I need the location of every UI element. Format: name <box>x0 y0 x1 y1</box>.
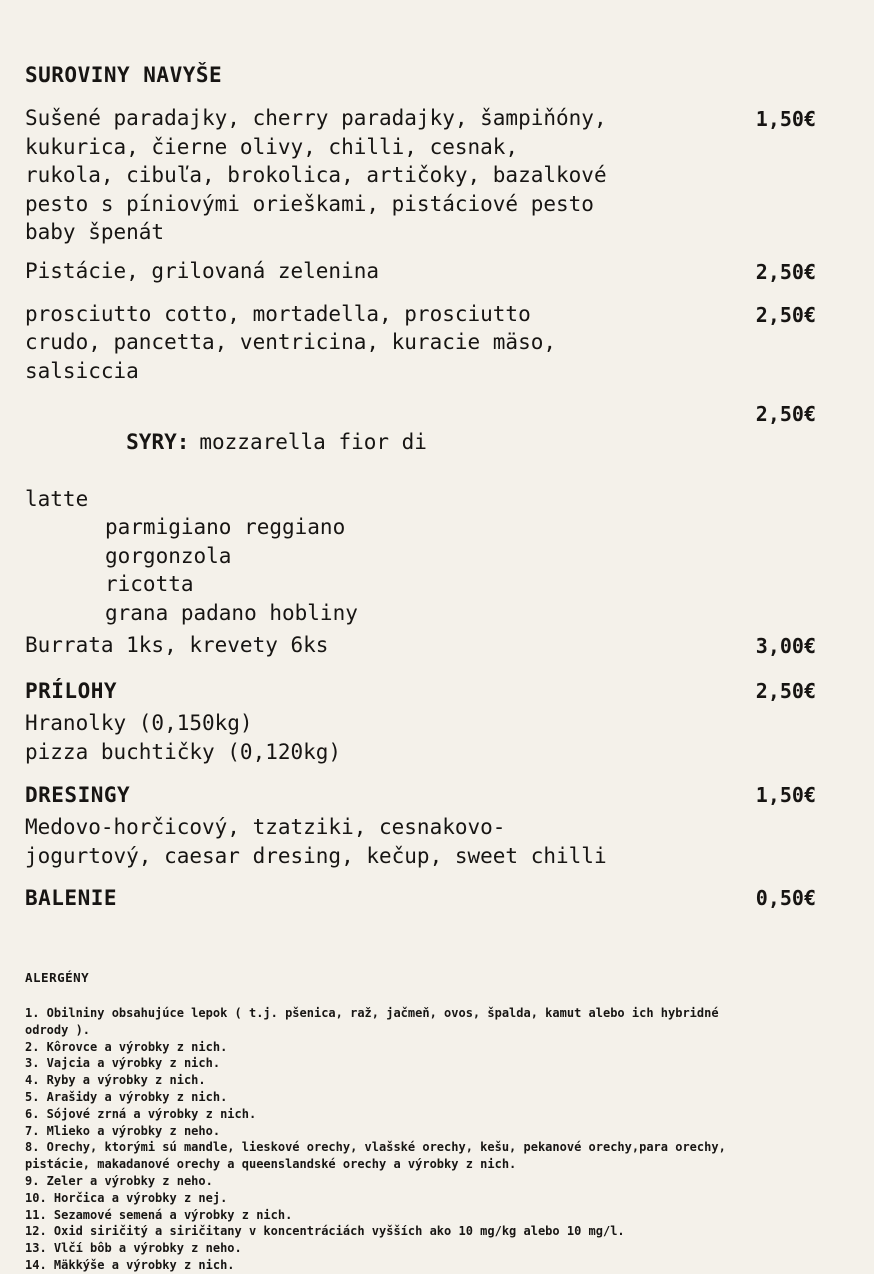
allergen-item: 11. Sezamové semená a výrobky z nich. <box>25 1207 293 1222</box>
item-line: parmigiano reggiano <box>105 515 346 539</box>
item-text <box>25 813 675 870</box>
menu-item-cheeses <box>25 399 816 627</box>
allergen-item: 3. Vajcia a výrobky z nich. <box>25 1056 221 1071</box>
item-line: salsiccia <box>25 358 139 383</box>
allergen-item: 6. Sójové zrná a výrobky z nich. <box>25 1106 257 1121</box>
section-balenie <box>25 883 816 913</box>
item-line: rukola, cibuľa, brokolica, artičoky, bazalkové <box>25 163 607 187</box>
menu-item-extra-ingredients <box>25 104 816 247</box>
item-price: 1,50€ <box>755 107 816 131</box>
allergen-item: 14. Mäkkýše a výrobky z nich. <box>25 1257 235 1272</box>
item-text <box>25 104 607 247</box>
item-line: jogurtový, caesar dresing, kečup, sweet chilli <box>25 843 607 868</box>
allergen-item: 12. Oxid siričitý a siričitany v koncentráciách vyšších ako 10 mg/kg alebo 10 mg/l. <box>25 1224 625 1239</box>
item-line: ricotta <box>105 572 194 596</box>
allergens-heading: ALERGÉNY <box>25 970 90 985</box>
allergens-section <box>25 970 765 1274</box>
allergen-item: 1. Obilniny obsahujúce lepok ( t.j. pšenica, raž, jačmeň, ovos, špalda, kamut alebo ich hybridné odrody ). <box>25 1006 726 1037</box>
menu-item-burrata-krevety <box>25 631 816 660</box>
item-line: grana padano hobliny <box>105 600 358 625</box>
cheeses-label: SYRY: <box>126 429 190 454</box>
item-line-text: mozzarella fior di <box>199 429 427 454</box>
item-price: 2,50€ <box>755 402 816 426</box>
item-price: 0,50€ <box>755 886 816 910</box>
item-line: latte <box>25 486 89 511</box>
allergen-item: 7. Mlieko a výrobky z neho. <box>25 1123 221 1138</box>
section-heading-balenie: BALENIE <box>25 886 118 910</box>
allergen-item: 10. Horčica a výrobky z nej. <box>25 1190 228 1205</box>
item-line <box>25 399 427 485</box>
item-line: Pistácie, grilovaná zelenina <box>25 258 380 283</box>
item-line: kukurica, čierne olivy, chilli, cesnak, <box>25 134 519 159</box>
section-title-row <box>25 676 816 706</box>
section-heading-suroviny-navyse: SUROVINY NAVYŠE <box>25 63 223 87</box>
allergen-item: 2. Kôrovce a výrobky z nich. <box>25 1039 228 1054</box>
item-line: Medovo-horčicový, tzatziki, cesnakovo- <box>25 815 506 839</box>
section-prilohy <box>25 676 816 766</box>
item-line: Burrata 1ks, krevety 6ks <box>25 633 329 657</box>
item-price: 1,50€ <box>755 783 816 807</box>
item-price: 3,00€ <box>755 634 816 658</box>
item-text <box>25 257 379 286</box>
allergen-item: 4. Ryby a výrobky z nich. <box>25 1073 206 1088</box>
section-heading-dresingy: DRESINGY <box>25 783 131 807</box>
allergen-item: 5. Arašidy a výrobky z nich. <box>25 1089 228 1104</box>
item-line: crudo, pancetta, ventricina, kuracie mäso, <box>25 330 557 354</box>
allergen-item: 8. Orechy, ktorými sú mandle, lieskové orechy, vlašské orechy, kešu, pekanové orechy,para orechy, pistácie, makadanové orechy a queenslandské orechy a výrobky z nich. <box>25 1140 734 1172</box>
item-price: 2,50€ <box>755 679 816 703</box>
item-text <box>25 709 675 766</box>
item-text <box>25 399 427 627</box>
item-line: prosciutto cotto, mortadella, prosciutto <box>25 301 531 326</box>
item-line: Sušené paradajky, cherry paradajky, šampiňóny, <box>25 106 607 130</box>
item-line: gorgonzola <box>105 543 232 568</box>
item-line: pesto s píniovými orieškami, pistáciové pesto <box>25 191 594 216</box>
item-price: 2,50€ <box>755 302 816 327</box>
allergen-item: 13. Vlčí bôb a výrobky z neho. <box>25 1241 242 1256</box>
section-heading-prilohy: PRÍLOHY <box>25 679 118 703</box>
section-dresingy <box>25 780 816 870</box>
item-line: Hranolky (0,150kg) <box>25 711 253 735</box>
item-price: 2,50€ <box>755 259 816 284</box>
menu-item-meats <box>25 300 816 386</box>
menu-item-pistacie <box>25 257 816 286</box>
section-title-row <box>25 883 816 913</box>
item-text <box>25 631 328 660</box>
allergen-item: 9. Zeler a výrobky z neho. <box>25 1173 213 1188</box>
item-text <box>25 300 556 386</box>
item-line: baby špenát <box>25 220 165 244</box>
item-line: pizza buchtičky (0,120kg) <box>25 739 342 764</box>
section-title-row <box>25 780 816 810</box>
